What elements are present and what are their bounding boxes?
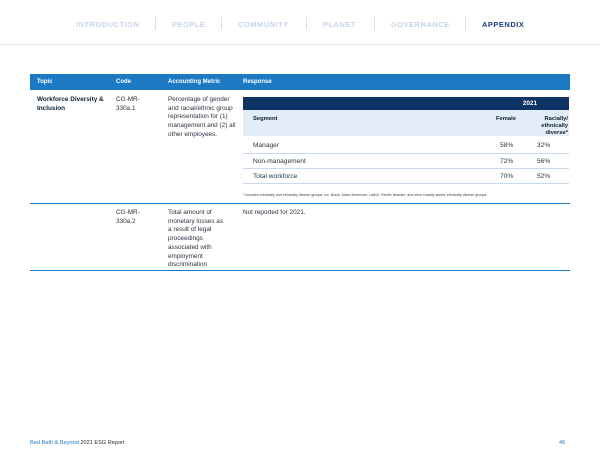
nav-planet[interactable]: PLANET: [323, 20, 356, 29]
row-divider: [243, 183, 569, 184]
year-header: [243, 97, 569, 110]
row-divider: [243, 153, 569, 154]
nav-separator: [155, 17, 156, 30]
nav-people[interactable]: PEOPLE: [172, 20, 206, 29]
nav-separator: [465, 17, 466, 30]
female-cell: 72%: [500, 158, 514, 165]
segment-cell: Non-management: [253, 158, 306, 165]
nav-community[interactable]: COMMUNITY: [238, 20, 289, 29]
footer: [30, 440, 125, 446]
nav-separator: [374, 17, 375, 30]
diverse-cell: 56%: [537, 158, 551, 165]
page-number: 46: [559, 440, 566, 446]
header-code: Code: [116, 78, 131, 85]
segment-cell: Total workforce: [253, 173, 298, 180]
code-cell: CG-MR-330a.1: [116, 96, 140, 112]
nav-separator: [306, 17, 307, 30]
diverse-header: Racially/ ethnically diverse*: [541, 116, 568, 136]
metric-cell: Percentage of gender and racial/ethnic group representation for (1) management and (2) all other employees.: [168, 96, 236, 138]
female-cell: 58%: [500, 142, 514, 149]
nav-governance[interactable]: GOVERNANCE: [391, 20, 450, 29]
report-title: 2021 ESG Report: [80, 440, 125, 446]
segment-cell: Manager: [253, 142, 280, 149]
brand-name: Bed Bath & Beyond: [30, 440, 79, 446]
row-divider: [243, 168, 569, 169]
header-accounting-metric: Accounting Metric: [168, 78, 221, 85]
diverse-cell: 52%: [537, 173, 551, 180]
table-header: [30, 74, 570, 90]
nav-separator: [221, 17, 222, 30]
row-divider: [30, 270, 570, 271]
diverse-cell: 32%: [537, 142, 551, 149]
nav-appendix[interactable]: APPENDIX: [482, 20, 525, 29]
segment-header: Segment: [253, 116, 278, 122]
code-cell: CG-MR-330a.2: [116, 209, 140, 225]
header-response: Response: [243, 78, 272, 85]
year-label: 2021: [522, 100, 537, 107]
nav-introduction[interactable]: INTRODUCTION: [76, 20, 140, 29]
topic-cell: Workforce Diversity & Inclusion: [37, 96, 104, 112]
female-cell: 70%: [500, 173, 514, 180]
nested-table-header: [243, 110, 569, 136]
row-divider: [30, 203, 570, 204]
header-topic: Topic: [37, 78, 53, 85]
metric-cell: Total amount of monetary losses as a result of legal proceedings associated with employment discrimination: [168, 209, 224, 269]
response-cell: Not reported for 2021.: [243, 209, 306, 216]
footnote: * Includes ethnically and ethnically diverse groups, inc. Black, Asian-American, LatinX, Pacific Islander, and other racially and/or ethnically diverse groups.: [243, 193, 488, 197]
top-navigation: [0, 0, 600, 45]
female-header: Female: [496, 116, 516, 122]
